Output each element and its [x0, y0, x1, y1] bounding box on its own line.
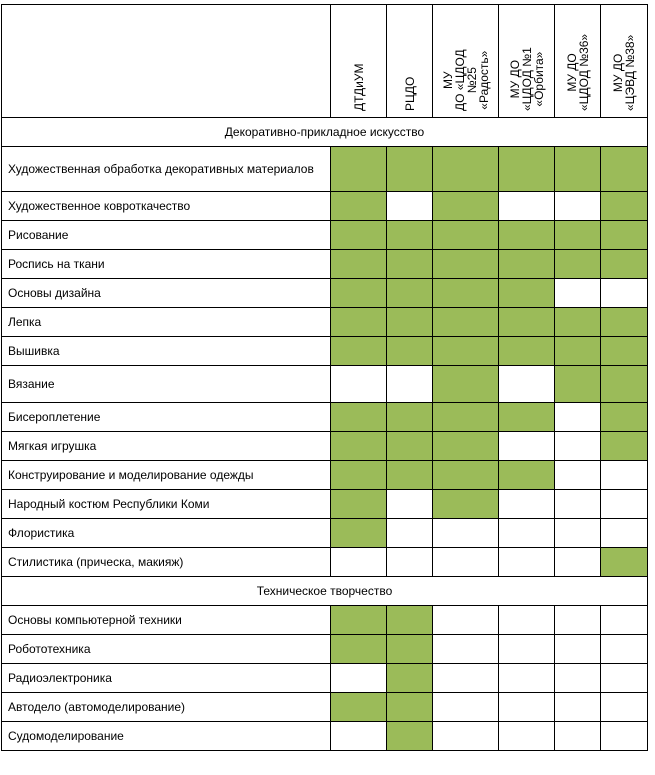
cell-filled	[387, 432, 433, 461]
cell-empty	[601, 635, 648, 664]
cell-filled	[433, 147, 499, 192]
cell-filled	[387, 279, 433, 308]
column-header-label: МУ ДО «ЦДОД №36»	[564, 33, 591, 111]
cell-empty	[601, 606, 648, 635]
cell-filled	[331, 461, 387, 490]
cell-filled	[331, 192, 387, 221]
header-corner	[2, 5, 331, 118]
cell-empty	[387, 366, 433, 403]
cell-filled	[331, 221, 387, 250]
column-header	[601, 5, 648, 118]
cell-empty	[555, 461, 601, 490]
cell-filled	[331, 337, 387, 366]
table-row	[2, 693, 648, 722]
cell-empty	[499, 366, 555, 403]
cell-filled	[601, 337, 648, 366]
row-label: Вязание	[2, 366, 331, 403]
cell-filled	[601, 548, 648, 577]
cell-filled	[387, 461, 433, 490]
cell-empty	[331, 722, 387, 751]
cell-filled	[601, 147, 648, 192]
table-row	[2, 490, 648, 519]
cell-filled	[555, 366, 601, 403]
cell-empty	[433, 606, 499, 635]
column-header	[387, 5, 433, 118]
cell-filled	[601, 192, 648, 221]
cell-empty	[499, 432, 555, 461]
cell-filled	[433, 192, 499, 221]
cell-filled	[433, 461, 499, 490]
cell-filled	[331, 635, 387, 664]
cell-filled	[331, 403, 387, 432]
cell-empty	[555, 635, 601, 664]
table-row	[2, 279, 648, 308]
programs-table	[1, 4, 648, 751]
cell-filled	[387, 693, 433, 722]
cell-empty	[331, 664, 387, 693]
cell-empty	[433, 693, 499, 722]
row-label: Вышивка	[2, 337, 331, 366]
cell-filled	[433, 490, 499, 519]
cell-empty	[601, 279, 648, 308]
cell-empty	[499, 519, 555, 548]
cell-filled	[601, 221, 648, 250]
cell-empty	[499, 664, 555, 693]
cell-empty	[555, 279, 601, 308]
table-row	[2, 366, 648, 403]
cell-filled	[433, 279, 499, 308]
table-row	[2, 461, 648, 490]
cell-filled	[555, 221, 601, 250]
cell-filled	[387, 147, 433, 192]
cell-empty	[555, 490, 601, 519]
table-body	[2, 118, 648, 751]
cell-filled	[331, 147, 387, 192]
cell-filled	[331, 279, 387, 308]
cell-empty	[555, 519, 601, 548]
cell-filled	[555, 147, 601, 192]
row-label: Художественное ковроткачество	[2, 192, 331, 221]
row-label: Рисование	[2, 221, 331, 250]
cell-empty	[499, 548, 555, 577]
cell-filled	[601, 403, 648, 432]
row-label: Конструирование и моделирование одежды	[2, 461, 331, 490]
cell-empty	[331, 366, 387, 403]
cell-empty	[499, 635, 555, 664]
row-label: Роспись на ткани	[2, 250, 331, 279]
row-label: Бисероплетение	[2, 403, 331, 432]
table-row	[2, 147, 648, 192]
cell-filled	[601, 432, 648, 461]
cell-filled	[387, 606, 433, 635]
row-label: Автодело (автомоделирование)	[2, 693, 331, 722]
cell-filled	[387, 403, 433, 432]
cell-empty	[601, 461, 648, 490]
cell-filled	[387, 337, 433, 366]
cell-empty	[601, 693, 648, 722]
row-label: Стилистика (прическа, макияж)	[2, 548, 331, 577]
column-header	[433, 5, 499, 118]
column-header-label: ДТДиУМ	[351, 63, 366, 111]
table-row	[2, 432, 648, 461]
cell-empty	[555, 664, 601, 693]
cell-filled	[499, 403, 555, 432]
table-row	[2, 250, 648, 279]
section-title: Декоративно-прикладное искусство	[2, 118, 648, 147]
cell-filled	[601, 250, 648, 279]
cell-filled	[433, 403, 499, 432]
cell-empty	[433, 664, 499, 693]
column-header-label: РЦДО	[402, 76, 417, 111]
cell-filled	[387, 250, 433, 279]
table-row	[2, 308, 648, 337]
cell-empty	[555, 403, 601, 432]
cell-empty	[555, 693, 601, 722]
cell-empty	[433, 548, 499, 577]
table-row	[2, 664, 648, 693]
cell-filled	[499, 221, 555, 250]
cell-filled	[499, 250, 555, 279]
cell-empty	[601, 722, 648, 751]
cell-filled	[555, 250, 601, 279]
cell-filled	[433, 366, 499, 403]
cell-filled	[331, 519, 387, 548]
cell-empty	[387, 192, 433, 221]
cell-filled	[499, 147, 555, 192]
cell-filled	[387, 308, 433, 337]
cell-empty	[499, 722, 555, 751]
table-row	[2, 635, 648, 664]
cell-empty	[601, 490, 648, 519]
table-row	[2, 192, 648, 221]
cell-empty	[331, 548, 387, 577]
cell-empty	[387, 548, 433, 577]
cell-empty	[601, 519, 648, 548]
cell-filled	[331, 432, 387, 461]
header-row	[2, 5, 648, 118]
cell-filled	[331, 308, 387, 337]
row-label: Судомоделирование	[2, 722, 331, 751]
row-label: Основы дизайна	[2, 279, 331, 308]
row-label: Робототехника	[2, 635, 331, 664]
cell-empty	[555, 192, 601, 221]
cell-empty	[433, 635, 499, 664]
table-row	[2, 337, 648, 366]
cell-filled	[555, 308, 601, 337]
cell-empty	[555, 606, 601, 635]
section-title: Техническое творчество	[2, 577, 648, 606]
cell-empty	[499, 606, 555, 635]
cell-empty	[499, 490, 555, 519]
row-label: Народный костюм Республики Коми	[2, 490, 331, 519]
column-header	[555, 5, 601, 118]
cell-empty	[387, 519, 433, 548]
section-row	[2, 577, 648, 606]
cell-filled	[499, 279, 555, 308]
cell-empty	[555, 722, 601, 751]
cell-filled	[331, 606, 387, 635]
table-row	[2, 606, 648, 635]
cell-empty	[433, 519, 499, 548]
row-label: Радиоэлектроника	[2, 664, 331, 693]
cell-filled	[601, 366, 648, 403]
cell-filled	[433, 221, 499, 250]
cell-empty	[555, 548, 601, 577]
table-row	[2, 548, 648, 577]
row-label: Мягкая игрушка	[2, 432, 331, 461]
cell-empty	[433, 722, 499, 751]
cell-empty	[387, 490, 433, 519]
cell-filled	[387, 221, 433, 250]
row-label: Основы компьютерной техники	[2, 606, 331, 635]
table-row	[2, 519, 648, 548]
cell-filled	[331, 693, 387, 722]
cell-filled	[601, 308, 648, 337]
cell-filled	[499, 308, 555, 337]
column-header-label: МУ ДО «ЦДОД №1 «Орбита»	[507, 47, 546, 111]
column-header-label: МУ ДО «ЦДОД №25 «Радость»	[440, 49, 491, 111]
cell-filled	[433, 337, 499, 366]
cell-empty	[499, 192, 555, 221]
column-header	[499, 5, 555, 118]
cell-empty	[601, 664, 648, 693]
cell-empty	[499, 693, 555, 722]
row-label: Художественная обработка декоративных материалов	[2, 147, 331, 192]
table-row	[2, 221, 648, 250]
cell-filled	[387, 664, 433, 693]
column-header-label: МУ ДО «ЦЭВД №38»	[611, 34, 637, 111]
cell-filled	[499, 337, 555, 366]
table-row	[2, 722, 648, 751]
cell-filled	[331, 250, 387, 279]
row-label: Флористика	[2, 519, 331, 548]
row-label: Лепка	[2, 308, 331, 337]
cell-filled	[499, 461, 555, 490]
section-row	[2, 118, 648, 147]
cell-empty	[555, 432, 601, 461]
cell-filled	[331, 490, 387, 519]
cell-filled	[387, 635, 433, 664]
cell-filled	[433, 432, 499, 461]
column-header	[331, 5, 387, 118]
cell-filled	[433, 308, 499, 337]
cell-filled	[387, 722, 433, 751]
cell-filled	[433, 250, 499, 279]
cell-filled	[555, 337, 601, 366]
table-row	[2, 403, 648, 432]
